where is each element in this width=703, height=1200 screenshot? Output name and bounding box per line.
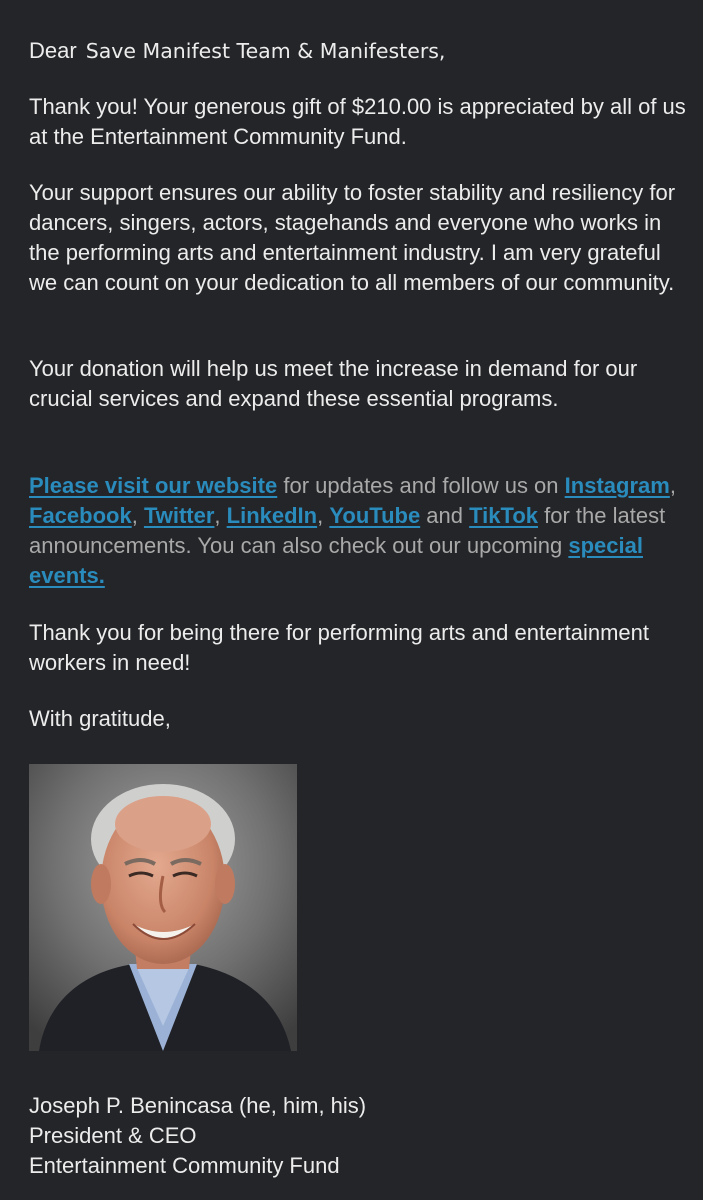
signer-title: President & CEO — [29, 1123, 197, 1148]
social-links-paragraph — [29, 471, 689, 591]
links-text-2: for the latest announcements. You can also check out our upcoming — [29, 503, 666, 558]
donation-paragraph: Your donation will help us meet the increase in demand for our crucial services and expand these essential programs. — [29, 356, 638, 411]
tiktok-link[interactable]: TikTok — [469, 503, 538, 528]
linkedin-link[interactable]: LinkedIn — [226, 503, 318, 528]
youtube-link[interactable]: YouTube — [329, 503, 421, 528]
comma-separator: , — [669, 473, 676, 498]
support-paragraph: Your support ensures our ability to foster stability and resiliency for dancers, singers, actors, stagehands and everyone who works in the performing arts and entertainment industry. I am very grateful we can count on your dedication to all members of our community. — [29, 180, 676, 295]
website-link[interactable]: Please visit our website — [29, 473, 278, 498]
comma-separator: , — [214, 503, 227, 528]
greeting-word: Dear — [29, 38, 77, 63]
signature-block — [29, 1091, 366, 1181]
signer-name: Joseph P. Benincasa (he, him, his) — [29, 1093, 367, 1118]
signer-organization: Entertainment Community Fund — [29, 1153, 340, 1178]
greeting-line — [29, 34, 445, 68]
instagram-link[interactable]: Instagram — [564, 473, 670, 498]
comma-separator: , — [317, 503, 330, 528]
special-events-link[interactable]: special events. — [29, 533, 643, 588]
facebook-link[interactable]: Facebook — [29, 503, 132, 528]
and-text: and — [420, 503, 470, 528]
twitter-link[interactable]: Twitter — [143, 503, 215, 528]
sign-off: With gratitude, — [29, 706, 171, 731]
ceo-portrait-photo — [29, 764, 297, 1051]
greeting-recipients: Save Manifest Team & Manifesters, — [85, 39, 446, 63]
links-text-1: for updates and follow us on — [277, 473, 565, 498]
thank-you-paragraph: Thank you! Your generous gift of $210.00 is appreciated by all of us at the Entertainment Community Fund. — [29, 94, 686, 149]
comma-separator: , — [131, 503, 144, 528]
portrait-illustration — [29, 764, 297, 1051]
closing-paragraph: Thank you for being there for performing arts and entertainment workers in need! — [29, 620, 650, 675]
